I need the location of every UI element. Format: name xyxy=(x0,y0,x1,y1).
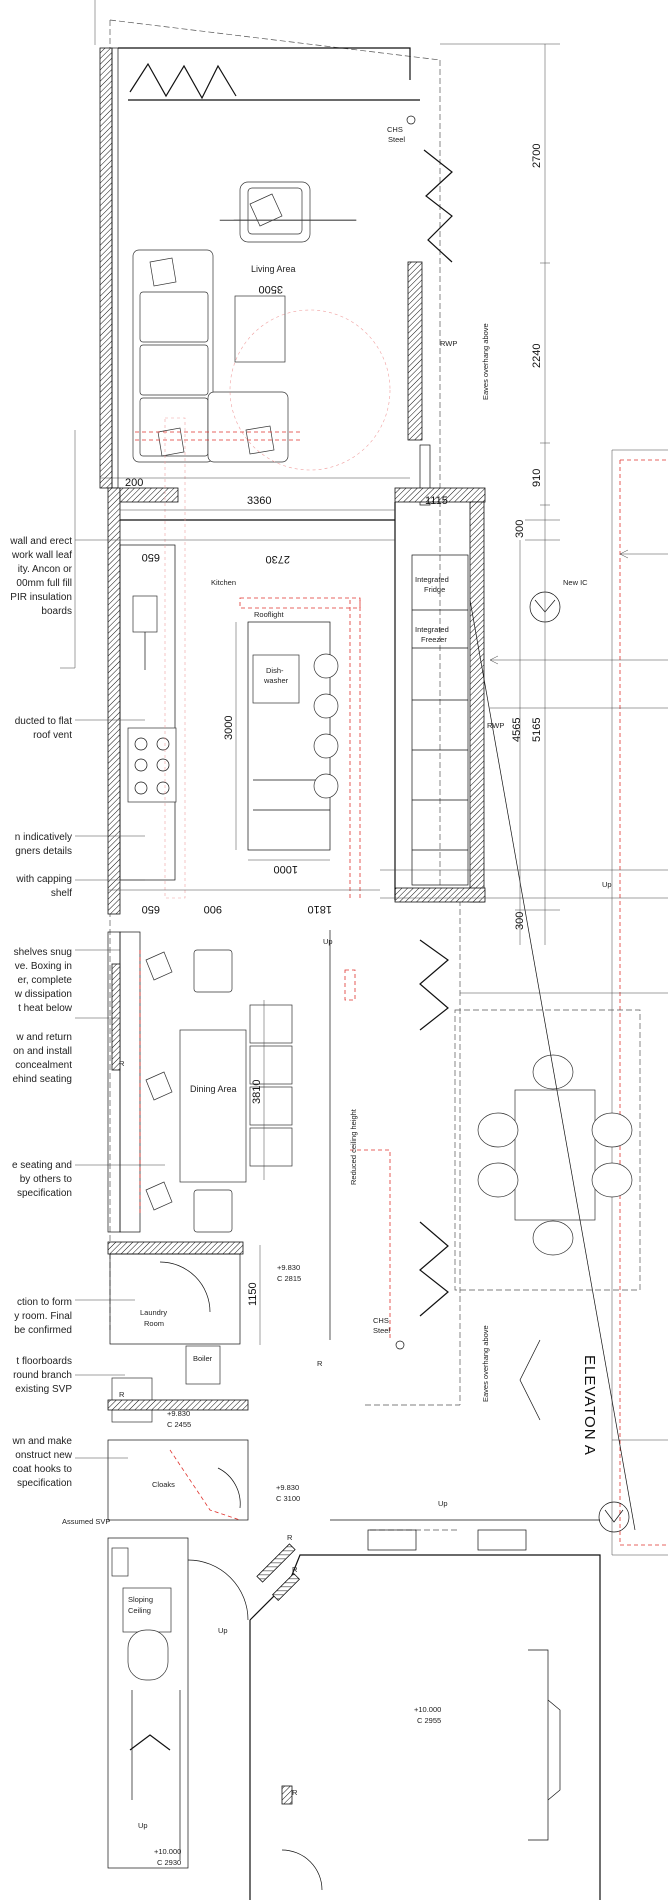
dim-2700: 2700 xyxy=(531,143,543,168)
chs-steel-label-bottom: CHS xyxy=(373,1316,389,1325)
up-label-4: Up xyxy=(323,937,333,946)
note-6b: on and install xyxy=(13,1046,72,1057)
dim-3000: 3000 xyxy=(223,715,235,740)
r-marker-2: R xyxy=(317,1359,323,1368)
bifold-door-dining xyxy=(420,940,448,1030)
rooflight-label: Rooflight xyxy=(254,610,284,619)
note-10c: coat hooks to xyxy=(12,1464,72,1475)
dim-4565: 4565 xyxy=(511,717,523,742)
up-label-3: Up xyxy=(438,1499,448,1508)
note-6a: w and return xyxy=(16,1032,72,1043)
room-label-cloaks: Cloaks xyxy=(152,1480,175,1489)
bifold-door-top xyxy=(130,64,236,98)
dim-1115: 1115 xyxy=(425,495,448,507)
level-3: +9.830 xyxy=(276,1483,300,1492)
note-9c: existing SVP xyxy=(15,1384,72,1395)
note-7c: specification xyxy=(16,1188,72,1199)
level-5-ceiling: C 2930 xyxy=(157,1858,182,1867)
r-marker-3: R xyxy=(287,1533,293,1542)
up-label-1: Up xyxy=(218,1626,228,1635)
elevation-label: ELEVATON A xyxy=(581,1355,598,1456)
note-5a: shelves snug xyxy=(13,947,72,958)
note-1e: PIR insulation xyxy=(10,592,72,603)
note-5d: w dissipation xyxy=(14,989,72,1000)
dim-3810: 3810 xyxy=(251,1079,263,1104)
note-9b: round branch xyxy=(13,1370,72,1381)
note-2a: ducted to flat xyxy=(14,716,72,727)
note-8a: ction to form xyxy=(16,1297,72,1308)
note-4a: with capping xyxy=(16,874,72,885)
dim-1150: 1150 xyxy=(247,1282,259,1306)
room-label-dining: Dining Area xyxy=(190,1084,237,1094)
dim-3360: 3360 xyxy=(247,495,272,507)
dim-910: 910 xyxy=(531,468,543,487)
room-label-boiler: Boiler xyxy=(193,1354,213,1363)
room-label-sloping: Sloping xyxy=(128,1595,154,1604)
fridge-label-2: Fridge xyxy=(424,585,446,594)
chs-steel-label-top-2: Steel xyxy=(388,135,406,144)
note-7b: by others to xyxy=(19,1174,72,1185)
dim-650-bottom: 650 xyxy=(141,903,160,915)
level-1: +9.830 xyxy=(277,1263,301,1272)
note-7a: e seating and xyxy=(11,1160,72,1171)
up-label-2: Up xyxy=(138,1821,148,1830)
room-label-sloping-2: Ceiling xyxy=(128,1606,151,1615)
hob xyxy=(128,728,176,802)
dishwasher-label-2: washer xyxy=(264,676,289,685)
living-area xyxy=(100,48,490,505)
note-10a: wn and make xyxy=(12,1436,72,1447)
room-label-living: Living Area xyxy=(251,264,296,274)
note-4b: shelf xyxy=(50,888,72,899)
chs-steel-label-bottom-2: Steel xyxy=(373,1326,391,1335)
note-3a: n indicatively xyxy=(14,832,72,843)
dishwasher-label: Dish- xyxy=(266,666,284,675)
level-2-ceiling: C 2455 xyxy=(167,1420,192,1429)
annotation-notes xyxy=(9,430,168,1489)
note-3b: gners details xyxy=(15,846,72,857)
freezer-label-2: Freezer xyxy=(421,635,447,644)
dim-5165: 5165 xyxy=(531,717,543,742)
dim-650-top: 650 xyxy=(141,551,160,563)
elevation-marker xyxy=(520,1340,629,1532)
r-marker-1: R xyxy=(119,1059,125,1068)
r-marker-4: R xyxy=(292,1565,298,1574)
note-5e: t heat below xyxy=(18,1003,72,1014)
kitchen xyxy=(108,418,588,914)
assumed-svp-label: Assumed SVP xyxy=(62,1517,111,1526)
armchair xyxy=(240,182,310,242)
bifold-door-right xyxy=(424,150,452,262)
note-6c: concealment xyxy=(15,1060,72,1071)
dim-300-top: 300 xyxy=(514,519,526,538)
dim-2730: 2730 xyxy=(265,553,290,565)
dim-300-bottom: 300 xyxy=(514,911,526,930)
note-10b: onstruct new xyxy=(15,1450,72,1461)
freezer-label: Integrated xyxy=(415,625,449,634)
note-1f: boards xyxy=(41,606,72,617)
dim-1000: 1000 xyxy=(273,863,298,875)
dim-200: 200 xyxy=(125,477,144,489)
note-9a: t floorboards xyxy=(16,1356,72,1367)
note-8b: y room. Final xyxy=(14,1311,72,1322)
note-5c: er, complete xyxy=(17,975,72,986)
note-2b: roof vent xyxy=(33,730,72,741)
level-4: +10.000 xyxy=(414,1705,442,1714)
new-ic-label: New IC xyxy=(563,578,588,587)
note-1d: 00mm full fill xyxy=(16,578,72,589)
kitchen-island xyxy=(248,622,338,850)
level-5: +10.000 xyxy=(154,1847,182,1856)
dim-2240: 2240 xyxy=(531,343,543,368)
level-2: +9.830 xyxy=(167,1409,191,1418)
note-5b: ve. Boxing in xyxy=(14,961,72,972)
level-3-ceiling: C 3100 xyxy=(276,1494,301,1503)
r-marker-6: R xyxy=(119,1390,125,1399)
rwp-label-top: RWP xyxy=(440,339,458,348)
dim-900: 900 xyxy=(203,903,222,915)
fridge-label: Integrated xyxy=(415,575,449,584)
rwp-label-mid: RWP xyxy=(487,721,505,730)
chs-steel-label-top: CHS xyxy=(387,125,403,134)
right-leader-arrows xyxy=(380,550,668,1440)
note-1b: work wall leaf xyxy=(11,550,72,561)
eaves-label-bottom: Eaves overhang above xyxy=(481,1325,490,1402)
level-4-ceiling: C 2955 xyxy=(417,1716,442,1725)
r-marker-5: R xyxy=(292,1788,298,1797)
eaves-label-top: Eaves overhang above xyxy=(481,323,490,400)
room-label-laundry-2: Room xyxy=(144,1319,165,1328)
reduced-ceiling-label: Reduced ceiling height xyxy=(349,1109,358,1185)
note-10d: specification xyxy=(16,1478,72,1489)
room-label-laundry: Laundry xyxy=(140,1308,168,1317)
note-8c: be confirmed xyxy=(14,1325,72,1336)
up-label-5: Up xyxy=(602,880,612,889)
note-6d: ehind seating xyxy=(12,1074,72,1085)
dim-3500: 3500 xyxy=(258,283,283,295)
dim-1810: 1810 xyxy=(307,903,332,915)
level-1-ceiling: C 2815 xyxy=(277,1274,302,1283)
room-label-kitchen: Kitchen xyxy=(211,578,237,587)
note-1a: wall and erect xyxy=(10,536,72,547)
dining-area xyxy=(108,600,640,1530)
note-1c: ity. Ancon or xyxy=(17,564,72,575)
